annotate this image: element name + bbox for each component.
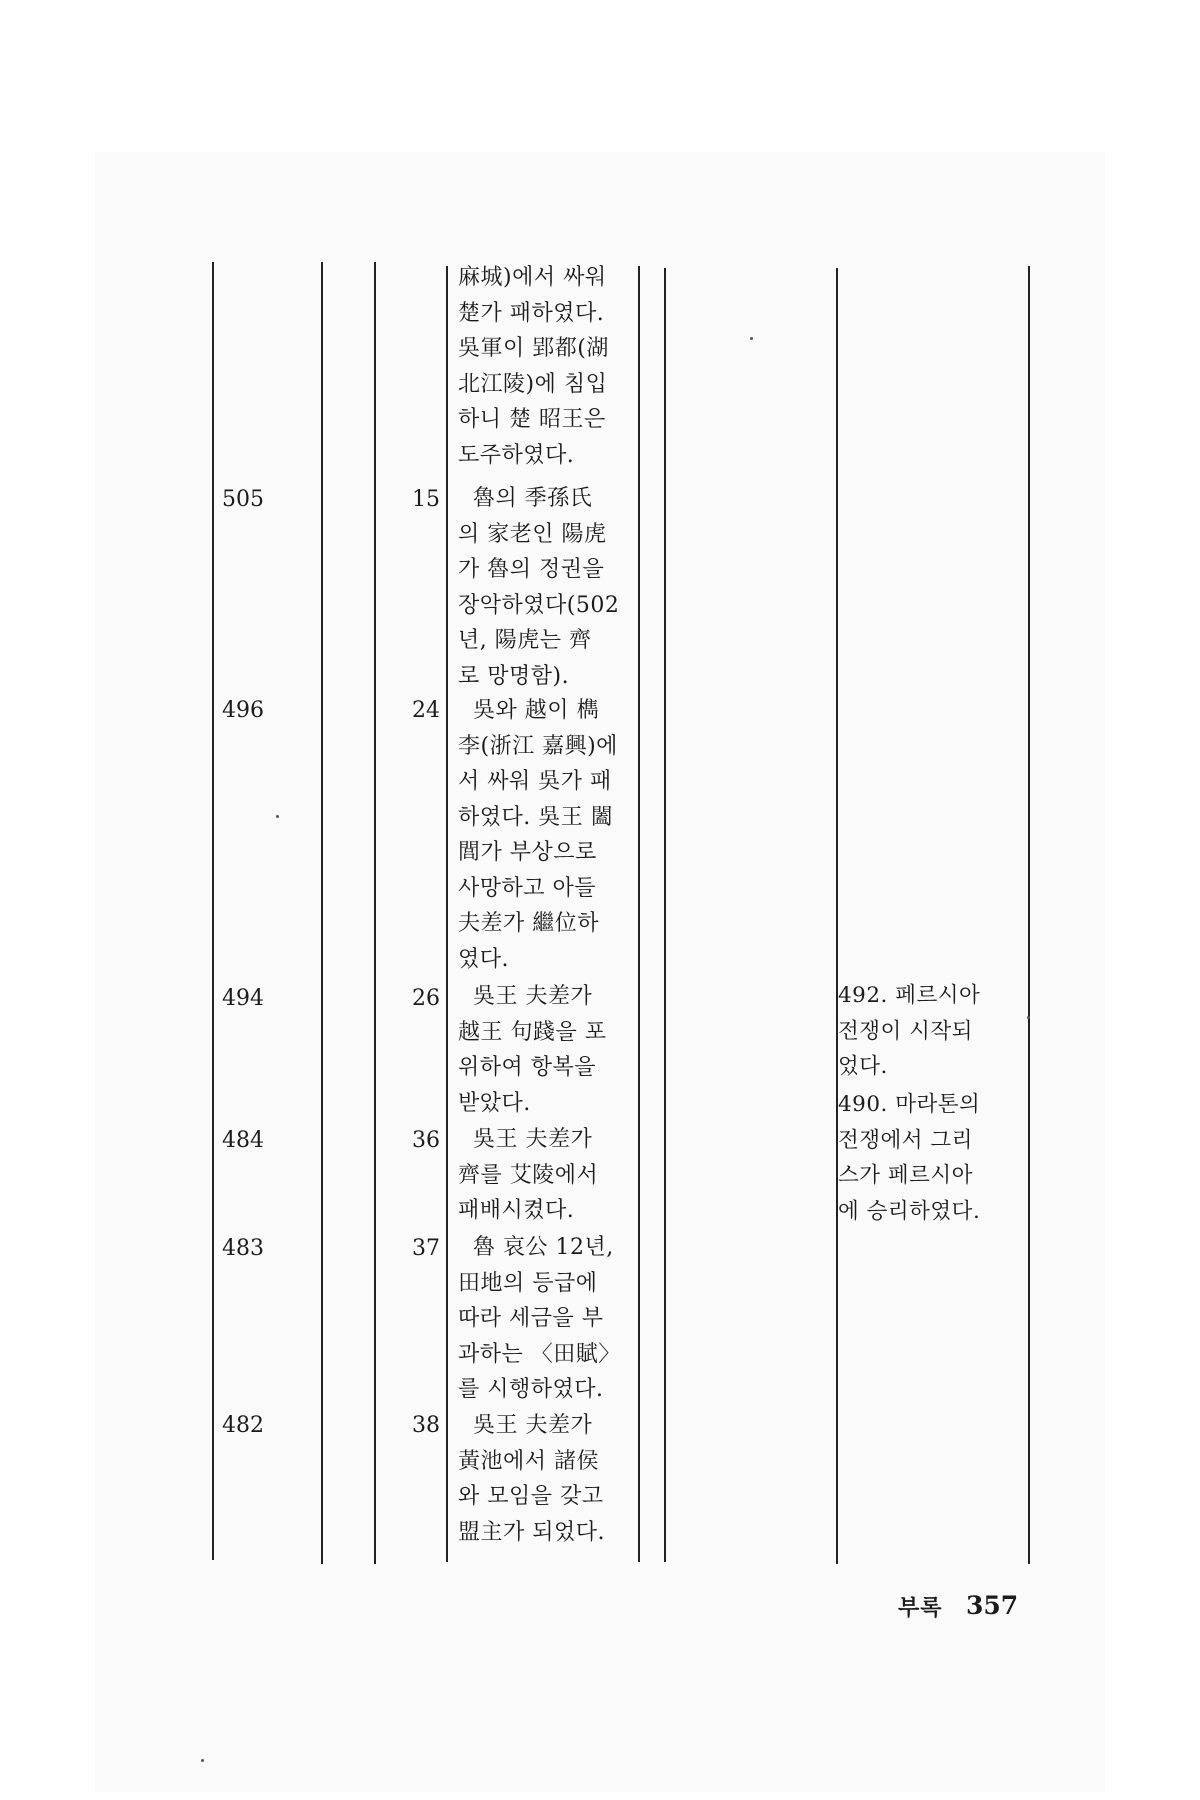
reign-year: 38 [412, 1413, 440, 1438]
year-bc: 494 [222, 986, 264, 1011]
reign-year: 15 [412, 487, 440, 512]
event-text: 麻城)에서 싸워 楚가 패하였다. 吳軍이 郢都(湖 北江陵)에 침입 하니 楚 昭王은 도주하였다. [458, 265, 609, 468]
column-rule [212, 262, 214, 1560]
column-rule [321, 262, 323, 1564]
reign-year: 24 [412, 698, 440, 723]
year-bc: 483 [222, 1236, 264, 1261]
year-bc: 482 [222, 1413, 264, 1438]
scan-speck [276, 815, 279, 818]
page-number: 357 [966, 1591, 1019, 1620]
reign-year: 26 [412, 986, 440, 1011]
scan-speck [201, 1759, 204, 1762]
scan-speck [1027, 1016, 1030, 1019]
column-rule [1028, 266, 1030, 1564]
event-text: 吳王 夫差가 齊를 艾陵에서 패배시켰다. [458, 1127, 599, 1223]
column-rule [446, 266, 448, 1562]
column-rule [664, 268, 666, 1562]
world-event: 490. 마라톤의 전쟁에서 그리 스가 페르시아 에 승리하였다. [838, 1092, 981, 1224]
event-text: 吳와 越이 檇 李(浙江 嘉興)에 서 싸워 吳가 패 하였다. 吳王 闔 閭가 부상으로 사망하고 아들 夫差가 繼位하 였다. [458, 698, 618, 972]
year-bc: 484 [222, 1128, 264, 1153]
event-text: 魯의 季孫氏 의 家老인 陽虎 가 魯의 정권을 장악하였다(502 년, 陽虎는 齊 로 망명함). [458, 486, 620, 689]
scan-speck [750, 337, 753, 340]
reign-year: 37 [412, 1236, 440, 1261]
column-rule [374, 262, 376, 1564]
footer-section-label: 부록 [898, 1595, 943, 1621]
column-rule [836, 268, 838, 1564]
world-event: 492. 페르시아 전쟁이 시작되 었다. [838, 983, 981, 1079]
reign-year: 36 [412, 1128, 440, 1153]
column-rule [638, 266, 640, 1562]
event-text: 吳王 夫差가 越王 句踐을 포 위하여 항복을 받았다. [458, 984, 607, 1116]
event-text: 魯 哀公 12년, 田地의 등급에 따라 세금을 부 과하는 〈田賦〉 를 시행하였다. [458, 1235, 621, 1402]
year-bc: 496 [222, 698, 264, 723]
event-text: 吳王 夫差가 黃池에서 諸侯 와 모임을 갖고 盟主가 되었다. [458, 1413, 605, 1545]
year-bc: 505 [222, 487, 264, 512]
